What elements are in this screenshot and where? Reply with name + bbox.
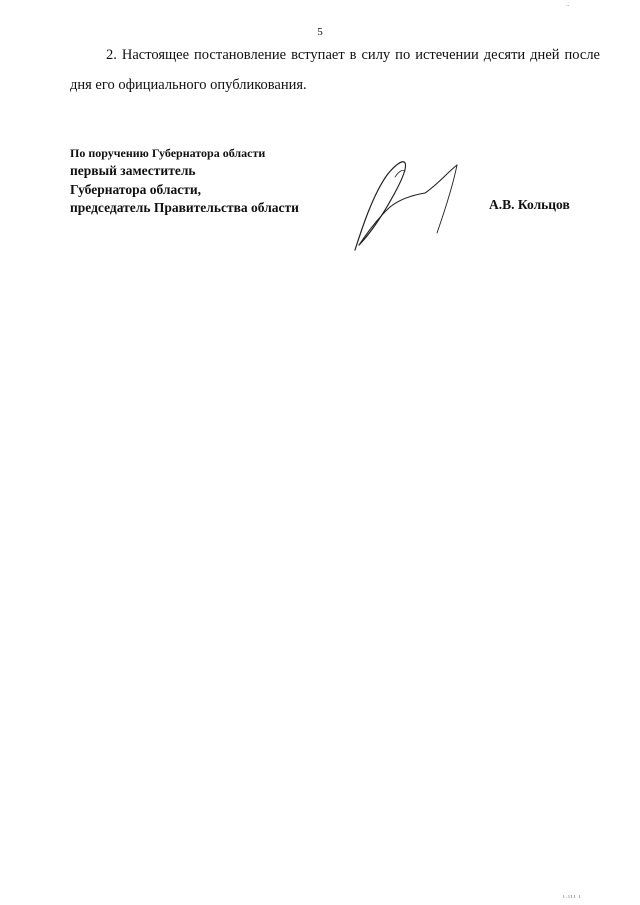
signature-position-line-2: Губернатора области, [70, 181, 201, 197]
signature-authority-line: По поручению Губернатора области [70, 146, 266, 160]
signer-name: А.В. Кольцов [489, 197, 570, 212]
signature-position-line-1: первый заместитель [70, 163, 196, 178]
signature-position-line-3: председатель Правительства области [70, 200, 299, 215]
page-number: 5 [317, 26, 323, 38]
scan-mark-bottom: ı.ııı ı [563, 894, 582, 900]
scan-mark-top: .. [566, 0, 570, 8]
handwritten-signature [345, 155, 470, 255]
body-paragraph: 2. Настоящее постановление вступает в силу по истечении десяти дней после дня его официального опубликования. [70, 47, 600, 93]
signature-block [70, 144, 299, 218]
